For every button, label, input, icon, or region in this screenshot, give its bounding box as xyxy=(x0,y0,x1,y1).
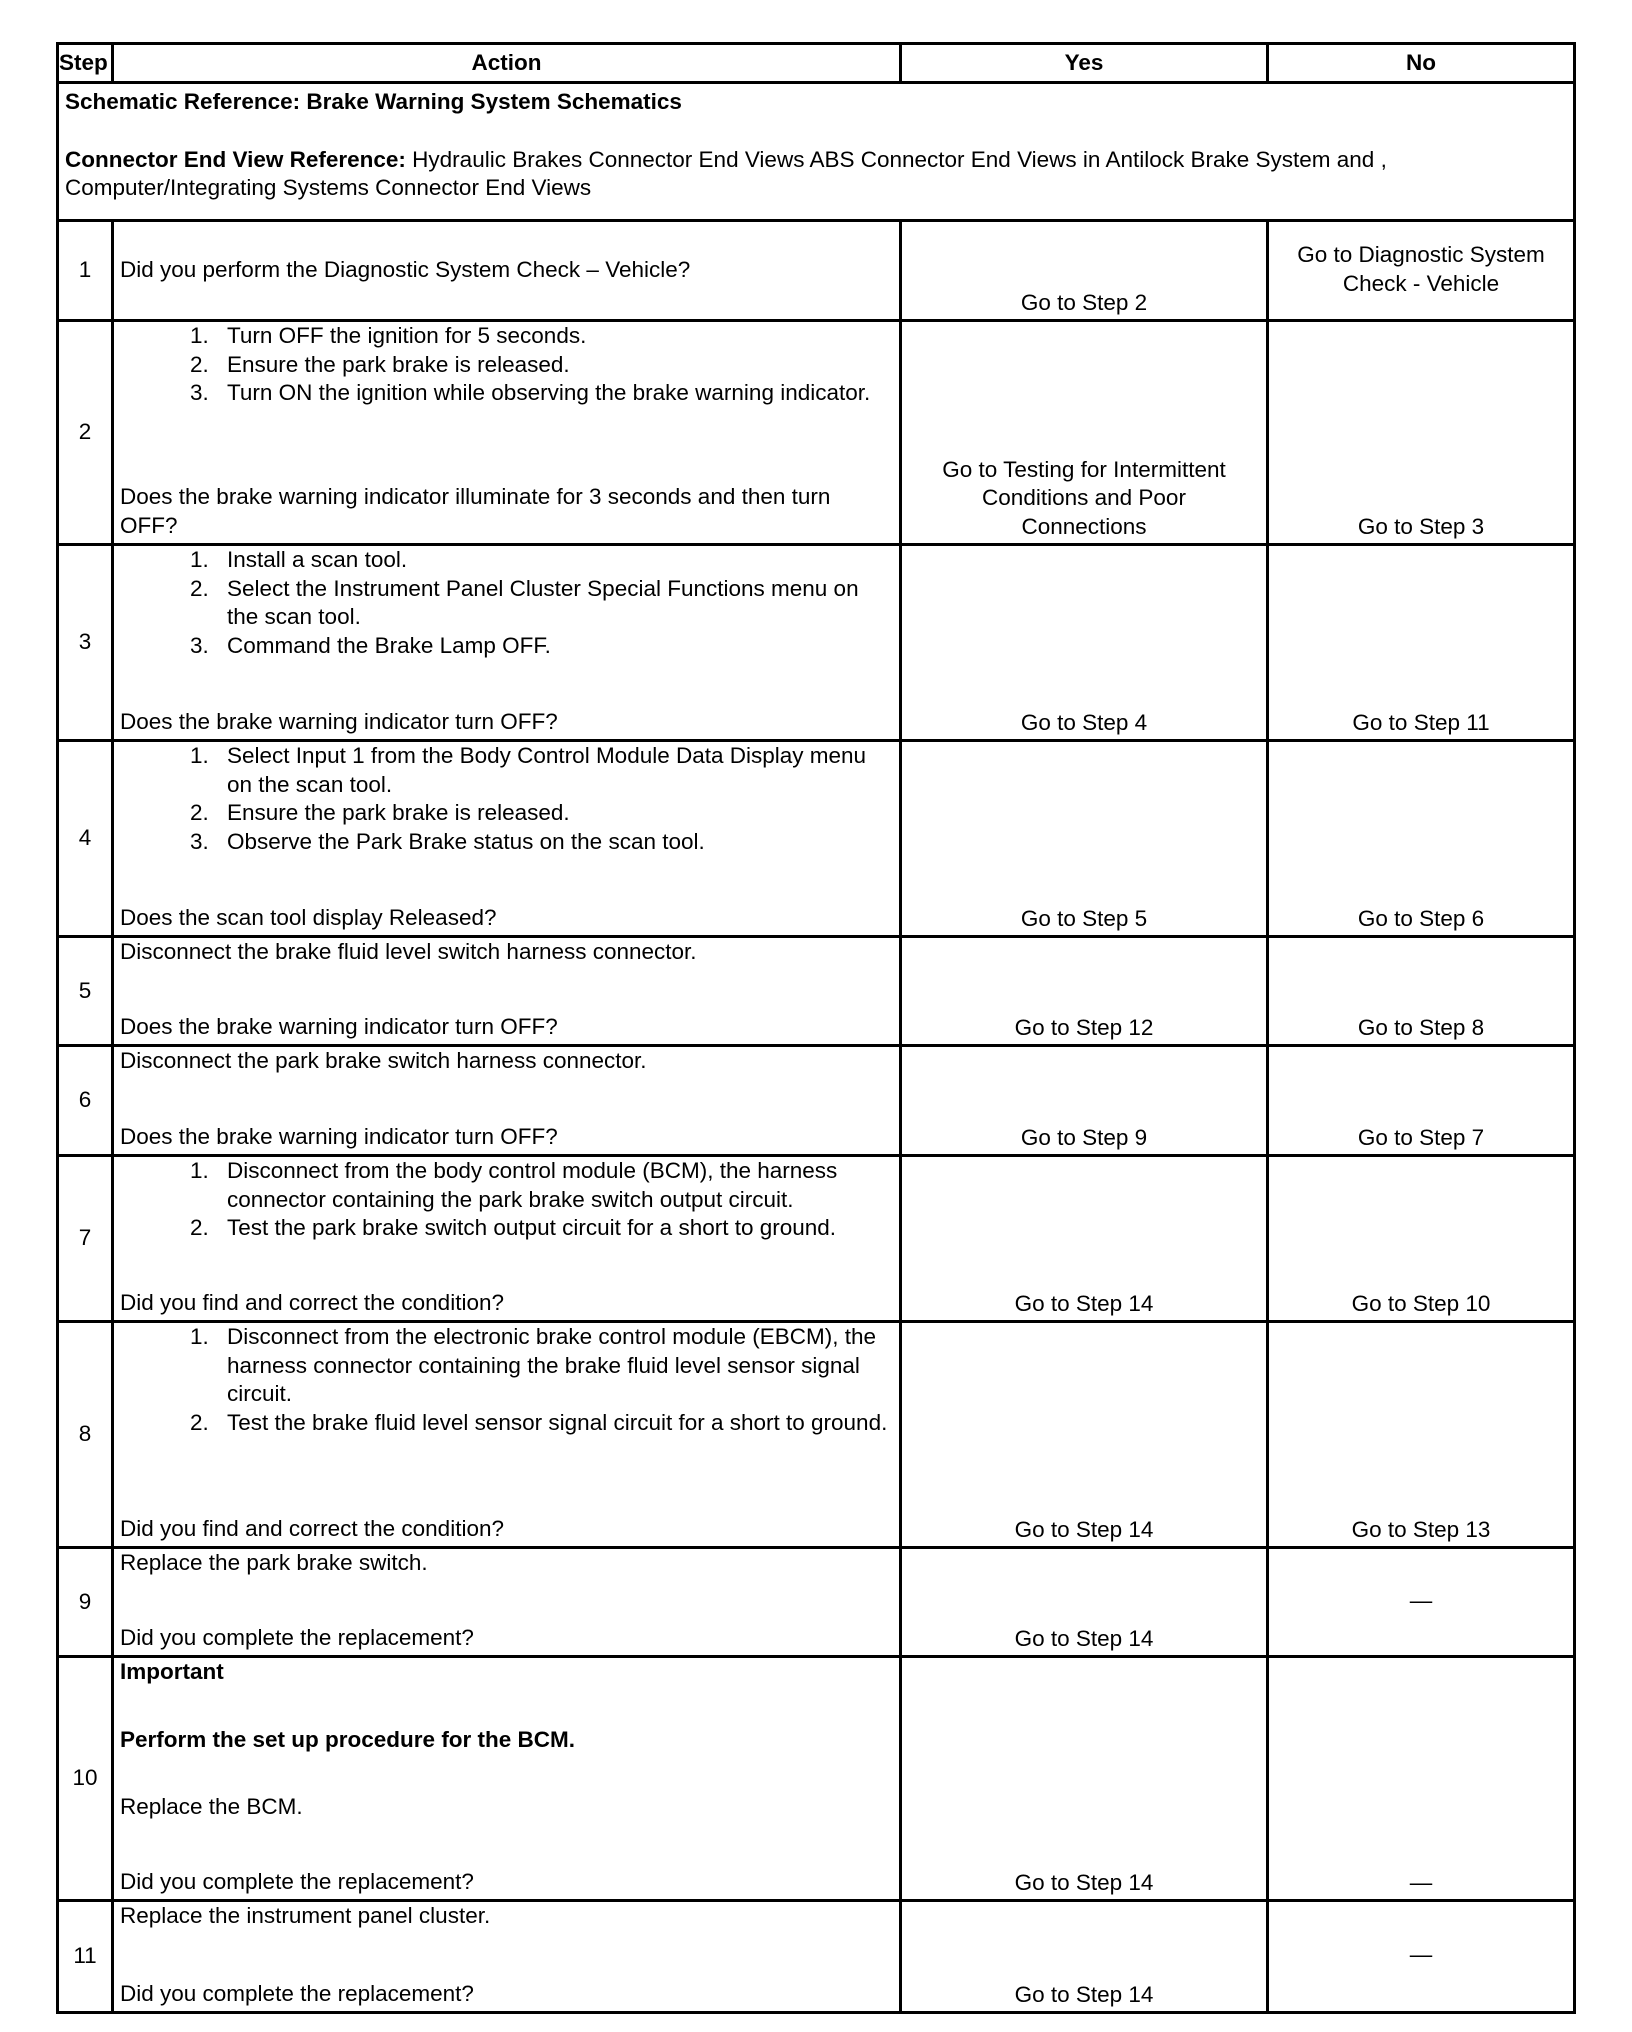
action-list xyxy=(120,1157,893,1243)
step-number: 8 xyxy=(58,1322,113,1548)
no-answer: Go to Step 11 xyxy=(1268,545,1575,741)
table-row xyxy=(58,1322,1575,1548)
table-row xyxy=(58,1901,1575,2013)
question: Did you complete the replacement? xyxy=(120,1624,474,1650)
table-row xyxy=(58,545,1575,741)
step-number: 4 xyxy=(58,741,113,937)
header-yes: Yes xyxy=(901,44,1268,83)
list-item: 2. Ensure the park brake is released. xyxy=(215,351,893,380)
no-answer: Go to Step 3 xyxy=(1268,321,1575,545)
step-number: 9 xyxy=(58,1548,113,1657)
yes-answer: Go to Step 14 xyxy=(901,1322,1268,1548)
list-item: 3. Turn ON the ignition while observing the brake warning indicator. xyxy=(215,379,893,408)
list-item: 1. Disconnect from the body control module (BCM), the harness connector containing the park brake switch output circuit. xyxy=(215,1157,893,1214)
schematic-reference: Schematic Reference: Brake Warning System Schematics xyxy=(65,89,682,114)
yes-answer: Go to Testing for Intermittent Conditions and Poor Connections xyxy=(901,321,1268,545)
list-item: 1. Turn OFF the ignition for 5 seconds. xyxy=(215,322,893,351)
no-answer: Go to Step 10 xyxy=(1268,1156,1575,1322)
no-answer: — xyxy=(1268,1657,1575,1901)
question: Did you find and correct the condition? xyxy=(120,1289,504,1315)
step-number: 3 xyxy=(58,545,113,741)
table-row xyxy=(58,1046,1575,1156)
question: Does the brake warning indicator turn OFF? xyxy=(120,1013,558,1039)
no-answer: Go to Step 6 xyxy=(1268,741,1575,937)
question: Does the brake warning indicator illuminate for 3 seconds and then turn OFF? xyxy=(120,484,831,538)
question: Does the brake warning indicator turn OFF? xyxy=(120,1123,558,1149)
action-list xyxy=(120,546,893,660)
action-text: Replace the instrument panel cluster. xyxy=(120,1903,491,1928)
important-label: Important xyxy=(120,1659,224,1684)
yes-answer: Go to Step 2 xyxy=(901,221,1268,321)
yes-answer: Go to Step 14 xyxy=(901,1901,1268,2013)
question: Does the brake warning indicator turn OFF? xyxy=(120,708,558,734)
list-item: 2. Test the park brake switch output circuit for a short to ground. xyxy=(215,1214,893,1243)
yes-answer: Go to Step 14 xyxy=(901,1548,1268,1657)
connector-reference xyxy=(65,146,1567,203)
no-answer: — xyxy=(1268,1901,1575,2013)
action-text: Disconnect the park brake switch harness connector. xyxy=(120,1048,647,1073)
yes-answer: Go to Step 12 xyxy=(901,937,1268,1046)
header-action: Action xyxy=(113,44,901,83)
no-answer: Go to Step 13 xyxy=(1268,1322,1575,1548)
table-row xyxy=(58,1156,1575,1322)
step-number: 5 xyxy=(58,937,113,1046)
header-no: No xyxy=(1268,44,1575,83)
yes-answer: Go to Step 14 xyxy=(901,1657,1268,1901)
connector-reference-text: Hydraulic Brakes Connector End Views ABS Connector End Views in Antilock Brake System and , Computer/Integrating Systems Connector End Views xyxy=(65,146,1387,200)
question: Did you find and correct the condition? xyxy=(120,1515,504,1541)
no-answer: Go to Step 7 xyxy=(1268,1046,1575,1156)
list-item: 3. Command the Brake Lamp OFF. xyxy=(215,632,893,661)
table-row xyxy=(58,741,1575,937)
question: Did you complete the replacement? xyxy=(120,1868,474,1894)
table-row xyxy=(58,1657,1575,1901)
step-number: 7 xyxy=(58,1156,113,1322)
header-row xyxy=(58,44,1575,83)
list-item: 1. Select Input 1 from the Body Control Module Data Display menu on the scan tool. xyxy=(215,742,893,799)
action-list xyxy=(120,1323,893,1437)
table-row xyxy=(58,1548,1575,1657)
yes-answer: Go to Step 14 xyxy=(901,1156,1268,1322)
no-answer: — xyxy=(1268,1548,1575,1657)
important-text: Perform the set up procedure for the BCM. xyxy=(120,1726,576,1752)
list-item: 1. Disconnect from the electronic brake control module (EBCM), the harness connector containing the brake fluid level sensor signal circuit. xyxy=(215,1323,893,1409)
question: Did you complete the replacement? xyxy=(120,1980,474,2006)
yes-answer: Go to Step 9 xyxy=(901,1046,1268,1156)
no-answer: Go to Step 8 xyxy=(1268,937,1575,1046)
list-item: 2. Ensure the park brake is released. xyxy=(215,799,893,828)
action-text: Replace the BCM. xyxy=(120,1794,303,1819)
question: Does the scan tool display Released? xyxy=(120,904,497,930)
step-number: 10 xyxy=(58,1657,113,1901)
reference-row xyxy=(58,83,1575,221)
no-answer: Go to Diagnostic System Check - Vehicle xyxy=(1268,221,1575,321)
table-row xyxy=(58,321,1575,545)
step-number: 11 xyxy=(58,1901,113,2013)
step-number: 2 xyxy=(58,321,113,545)
table-row xyxy=(58,937,1575,1046)
step-number: 1 xyxy=(58,221,113,321)
connector-reference-label: Connector End View Reference: xyxy=(65,146,406,172)
list-item: 2. Select the Instrument Panel Cluster Special Functions menu on the scan tool. xyxy=(215,575,893,632)
table-row xyxy=(58,221,1575,321)
action-list xyxy=(120,742,893,856)
diagnostic-table xyxy=(56,42,1576,2014)
yes-answer: Go to Step 4 xyxy=(901,545,1268,741)
action-text: Disconnect the brake fluid level switch harness connector. xyxy=(120,939,697,964)
step-number: 6 xyxy=(58,1046,113,1156)
yes-answer: Go to Step 5 xyxy=(901,741,1268,937)
list-item: 1. Install a scan tool. xyxy=(215,546,893,575)
list-item: 2. Test the brake fluid level sensor signal circuit for a short to ground. xyxy=(215,1409,893,1438)
action-text: Replace the park brake switch. xyxy=(120,1550,428,1575)
header-step: Step xyxy=(58,44,113,83)
action-list xyxy=(120,322,893,408)
action-text: Did you perform the Diagnostic System Check – Vehicle? xyxy=(113,221,901,321)
list-item: 3. Observe the Park Brake status on the scan tool. xyxy=(215,828,893,857)
